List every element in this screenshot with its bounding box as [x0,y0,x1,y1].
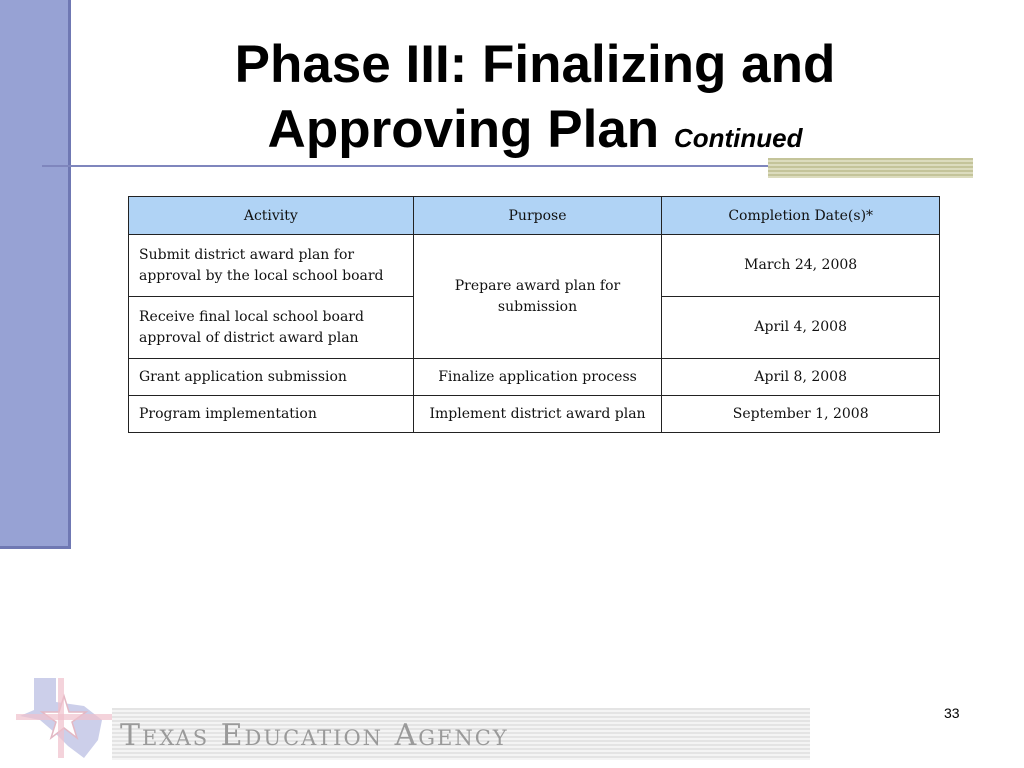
table-header-row [129,197,940,235]
title-subtitle: Continued [673,123,803,153]
table-row [129,359,940,396]
left-decorative-bar [0,0,71,549]
table-row [129,396,940,433]
activity-cell: Program implementation [129,396,414,433]
header-completion-date: Completion Date(s)* [662,197,940,235]
title-line-2: Approving Plan [267,100,660,159]
date-cell: March 24, 2008 [662,235,940,297]
agency-banner [112,708,810,760]
activity-cell: Grant application submission [129,359,414,396]
header-purpose: Purpose [413,197,662,235]
agency-name: Texas Education Agency [120,718,509,753]
title-line-1: Phase III: Finalizing and [234,35,836,94]
date-cell: September 1, 2008 [662,396,940,433]
purpose-cell-merged: Prepare award plan for submission [413,235,662,359]
table-row [129,235,940,297]
page-number: 33 [944,705,960,721]
texas-star-icon [14,676,114,760]
date-cell: April 4, 2008 [662,297,940,359]
activity-cell: Submit district award plan for approval by the local school board [129,235,414,297]
purpose-cell: Implement district award plan [413,396,662,433]
date-cell: April 8, 2008 [662,359,940,396]
slide-title [120,32,950,171]
activity-cell: Receive final local school board approval of district award plan [129,297,414,359]
phase-plan-table [128,196,940,433]
texas-logo [14,676,114,760]
header-activity: Activity [129,197,414,235]
purpose-cell: Finalize application process [413,359,662,396]
